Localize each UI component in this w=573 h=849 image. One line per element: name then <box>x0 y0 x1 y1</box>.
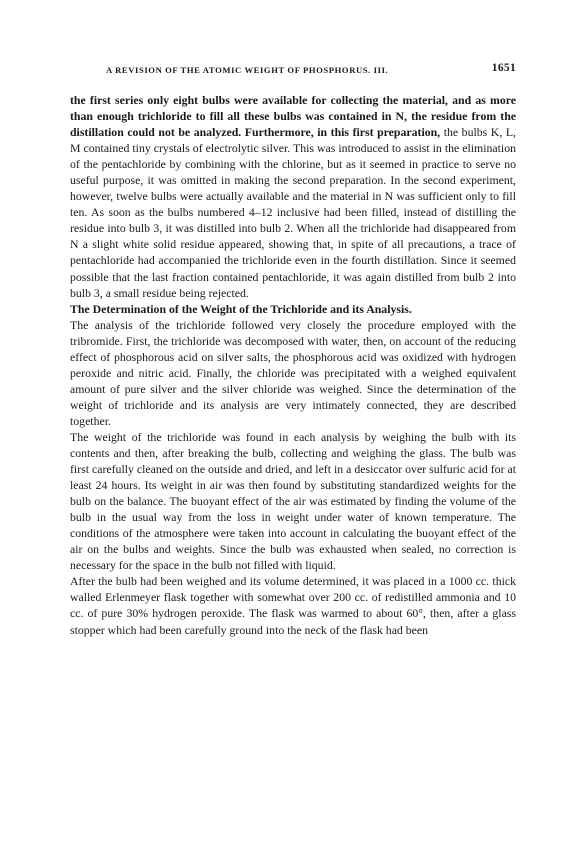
paragraph-analysis: The analysis of the trichloride followed very closely the procedure employed with the tribromide. First, the trichloride was decomposed with water, then, on account of the reducing effect of phosphorous acid on silver salts, the phosphorous acid was oxidized with hydrogen peroxide and nitric acid. Finally, the chloride was precipitated with a weighed equivalent amount of pure silver and the silver chloride was weighed. Since the determination of the weight of trichloride and its analysis are very intimately connected, they are described together. <box>70 317 516 428</box>
bold-passage: the first series only eight bulbs were available for collecting the material, and as more than enough trichloride to fill all these bulbs was contained in N, the residue from the distillation could not be analyzed. Furthermore, in this first preparation, <box>70 93 516 140</box>
body-text <box>70 92 516 638</box>
section-heading: The Determination of the Weight of the Trichloride and its Analysis. <box>70 301 412 316</box>
running-title: A REVISION OF THE ATOMIC WEIGHT OF PHOSPHORUS. III. <box>106 65 389 75</box>
page-number: 1651 <box>491 62 516 74</box>
paragraph-text: the bulbs K, L, M contained tiny crystals of electrolytic silver. This was introduced to assist in the elimination of the pentachloride by combining with the chlorine, but as it seemed in practice to serve no useful purpose, it was omitted in making the second preparation. In the second experiment, however, twelve bulbs were actually available and the material in N was sufficient only to fill ten. As soon as the bulbs numbered 4–12 inclusive had been filled, instead of distilling the residue into bulb 3, it was distilled into bulb 2. When all the trichloride had disappeared from N a slight white solid residue appeared, showing that, in spite of all precautions, a trace of pentachloride had accompanied the trichloride even in the fourth distillation. Since it seemed possible that the last fraction contained pentachloride, it was again distilled from bulb 2 into bulb 3, a small residue being rejected. <box>70 125 516 300</box>
paragraph-weight: The weight of the trichloride was found in each analysis by weighing the bulb with its contents and then, after breaking the bulb, collecting and weighing the glass. The bulb was first carefully cleaned on the outside and dried, and left in a desiccator over sulfuric acid for at least 24 hours. Its weight in air was then found by substituting standardized weights for the bulb on the balance. The buoyant effect of the air was estimated by finding the volume of the bulb in the usual way from the loss in weight under water of known temperature. The conditions of the atmosphere were taken into account in calculating the buoyant effect of the air on the bulbs and weights. Since the bulb was exhausted when sealed, no correction is necessary for the space in the bulb not filled with liquid. <box>70 429 516 573</box>
page <box>70 61 516 638</box>
running-header <box>70 61 516 79</box>
paragraph-continuation <box>70 92 516 301</box>
paragraph-flask: After the bulb had been weighed and its volume determined, it was placed in a 1000 cc. thick walled Erlenmeyer flask together with somewhat over 200 cc. of redistilled ammonia and 10 cc. of pure 30% hydrogen peroxide. The flask was warmed to about 60°, then, after a glass stopper which had been carefully ground into the neck of the flask had been <box>70 574 516 637</box>
